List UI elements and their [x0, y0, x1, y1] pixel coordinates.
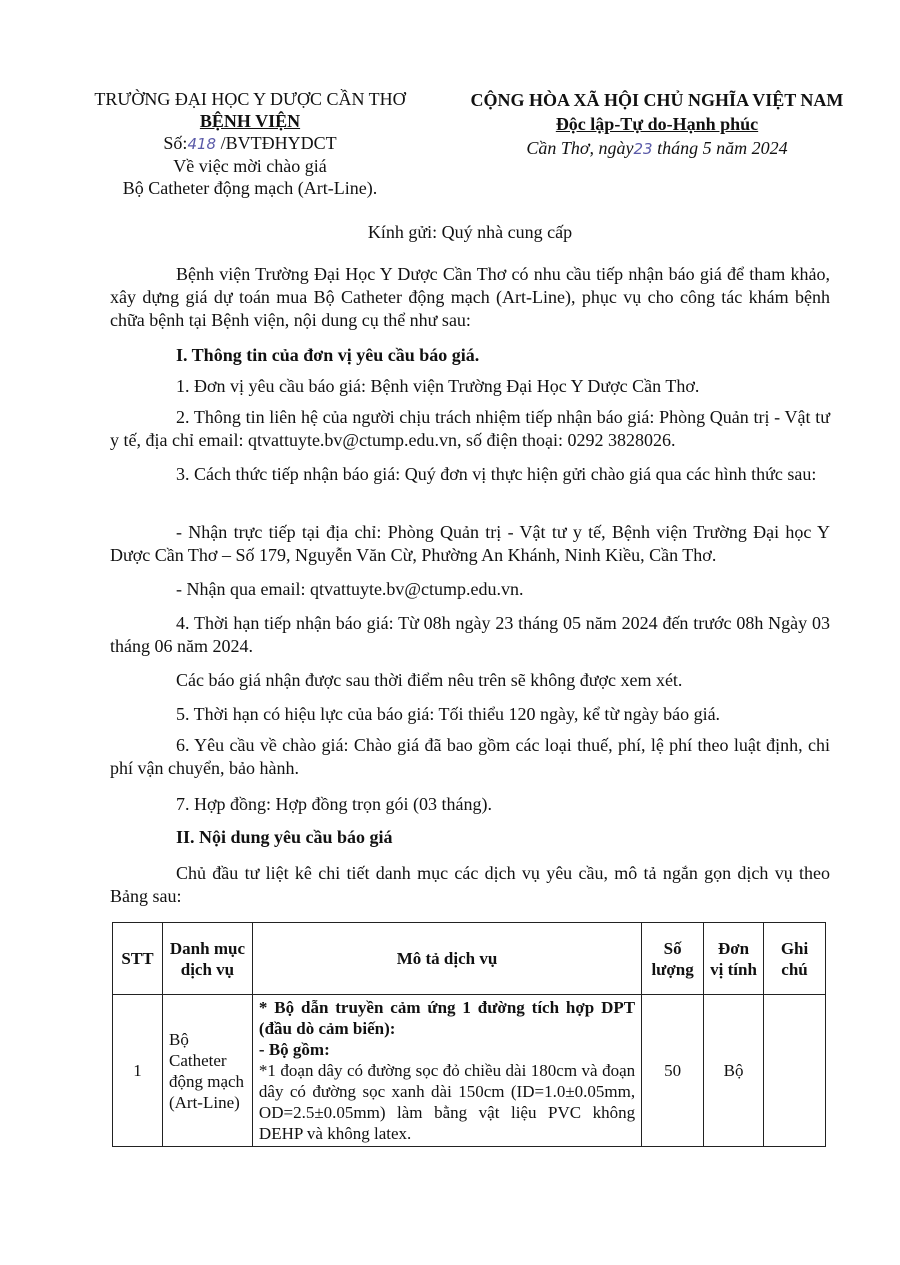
- row-description-heading: * Bộ dẫn truyền cảm ứng 1 đường tích hợp DPT (đầu dò cảm biến):: [258, 998, 636, 1038]
- section1-item-2: 2. Thông tin liên hệ của người chịu trách nhiệm tiếp nhận báo giá: Phòng Quản trị - Vật tư y tế, địa chỉ email: qtvattuyte.bv@ctump.edu.vn, số điện thoại: 0292 3828026.: [110, 407, 830, 450]
- table-row: [113, 995, 826, 1147]
- table-header-row: [113, 923, 826, 995]
- row-unit: Bộ: [704, 995, 764, 1147]
- date-prefix: Cần Thơ, ngày: [526, 138, 634, 158]
- section1-item-3b: - Nhận qua email: qtvattuyte.bv@ctump.edu.vn.: [176, 579, 524, 599]
- doc-number-prefix: Số:: [163, 133, 188, 153]
- section2-title: II. Nội dung yêu cầu báo giá: [176, 827, 393, 847]
- section2-intro: Chủ đầu tư liệt kê chi tiết danh mục các dịch vụ yêu cầu, mô tả ngắn gọn dịch vụ theo Bảng sau:: [110, 863, 830, 906]
- section1-title: I. Thông tin của đơn vị yêu cầu báo giá.: [176, 345, 480, 365]
- section1-item-3a: - Nhận trực tiếp tại địa chỉ: Phòng Quản trị - Vật tư y tế, Bệnh viện Trường Đại học Y Dược Cần Thơ – Số 179, Nguyễn Văn Cừ, Phường An Khánh, Ninh Kiều, Cần Thơ.: [110, 522, 830, 565]
- row-description-subheading: - Bộ gồm:: [258, 1040, 330, 1059]
- section1-item-3: 3. Cách thức tiếp nhận báo giá: Quý đơn vị thực hiện gửi chào giá qua các hình thức sau:: [176, 464, 817, 484]
- doc-number-suffix: /BVTĐHYDCT: [216, 133, 337, 153]
- doc-number-handwritten: 418: [187, 135, 217, 153]
- header-right: [452, 88, 862, 161]
- row-description: [252, 995, 641, 1147]
- row-quantity: 50: [642, 995, 704, 1147]
- date-day-handwritten: 23: [633, 140, 653, 158]
- header-unit: Đơn vị tính: [704, 923, 764, 995]
- org-name: TRƯỜNG ĐẠI HỌC Y DƯỢC CẦN THƠ: [94, 89, 406, 109]
- header-note: Ghi chú: [764, 923, 826, 995]
- header-stt: STT: [113, 923, 163, 995]
- header-left: [70, 88, 430, 199]
- unit-name: BỆNH VIỆN: [199, 111, 301, 131]
- request-table: [112, 922, 826, 1147]
- subject-line-2: Bộ Catheter động mạch (Art-Line).: [122, 178, 378, 198]
- section1-item-1: 1. Đơn vị yêu cầu báo giá: Bệnh viện Trường Đại Học Y Dược Cần Thơ.: [176, 376, 700, 396]
- motto: Độc lập-Tự do-Hạnh phúc: [555, 114, 759, 134]
- row-note: [764, 995, 826, 1147]
- header-service-category: Danh mục dịch vụ: [162, 923, 252, 995]
- header-service-description: Mô tả dịch vụ: [252, 923, 641, 995]
- header-quantity: Số lượng: [642, 923, 704, 995]
- subject-line-1: Về việc mời chào giá: [173, 156, 327, 176]
- date-line: [452, 136, 862, 161]
- section1-item-7: 7. Hợp đồng: Hợp đồng trọn gói (03 tháng).: [176, 794, 493, 814]
- document-number: [70, 132, 430, 155]
- nation-title: CỘNG HÒA XÃ HỘI CHỦ NGHĨA VIỆT NAM: [470, 90, 844, 110]
- section1-item-4-note: Các báo giá nhận được sau thời điểm nêu trên sẽ không được xem xét.: [176, 670, 683, 690]
- intro-paragraph: Bệnh viện Trường Đại Học Y Dược Cần Thơ có nhu cầu tiếp nhận báo giá để tham khảo, xây dựng giá dự toán mua Bộ Catheter động mạch (Art-Line), phục vụ cho công tác khám bệnh chữa bệnh tại Bệnh viện, nội dung cụ thể như sau:: [110, 264, 830, 330]
- row-description-text: *1 đoạn dây có đường sọc đỏ chiều dài 180cm và đoạn dây có đường sọc xanh dài 150cm (ID=1.0±0.05mm, OD=2.5±0.05mm) làm bằng vật liệu PVC không DEHP và không latex.: [258, 1061, 636, 1143]
- date-suffix: tháng 5 năm 2024: [652, 138, 788, 158]
- row-service-name: Bộ Catheter động mạch (Art-Line): [162, 995, 252, 1147]
- greeting: Kính gửi: Quý nhà cung cấp: [367, 222, 573, 242]
- section1-item-6: 6. Yêu cầu về chào giá: Chào giá đã bao gồm các loại thuế, phí, lệ phí theo luật định, chi phí vận chuyển, bảo hành.: [110, 735, 830, 778]
- section1-item-4: 4. Thời hạn tiếp nhận báo giá: Từ 08h ngày 23 tháng 05 năm 2024 đến trước 08h Ngày 03 tháng 06 năm 2024.: [110, 613, 830, 656]
- section1-item-5: 5. Thời hạn có hiệu lực của báo giá: Tối thiểu 120 ngày, kể từ ngày báo giá.: [176, 704, 721, 724]
- row-stt: 1: [113, 995, 163, 1147]
